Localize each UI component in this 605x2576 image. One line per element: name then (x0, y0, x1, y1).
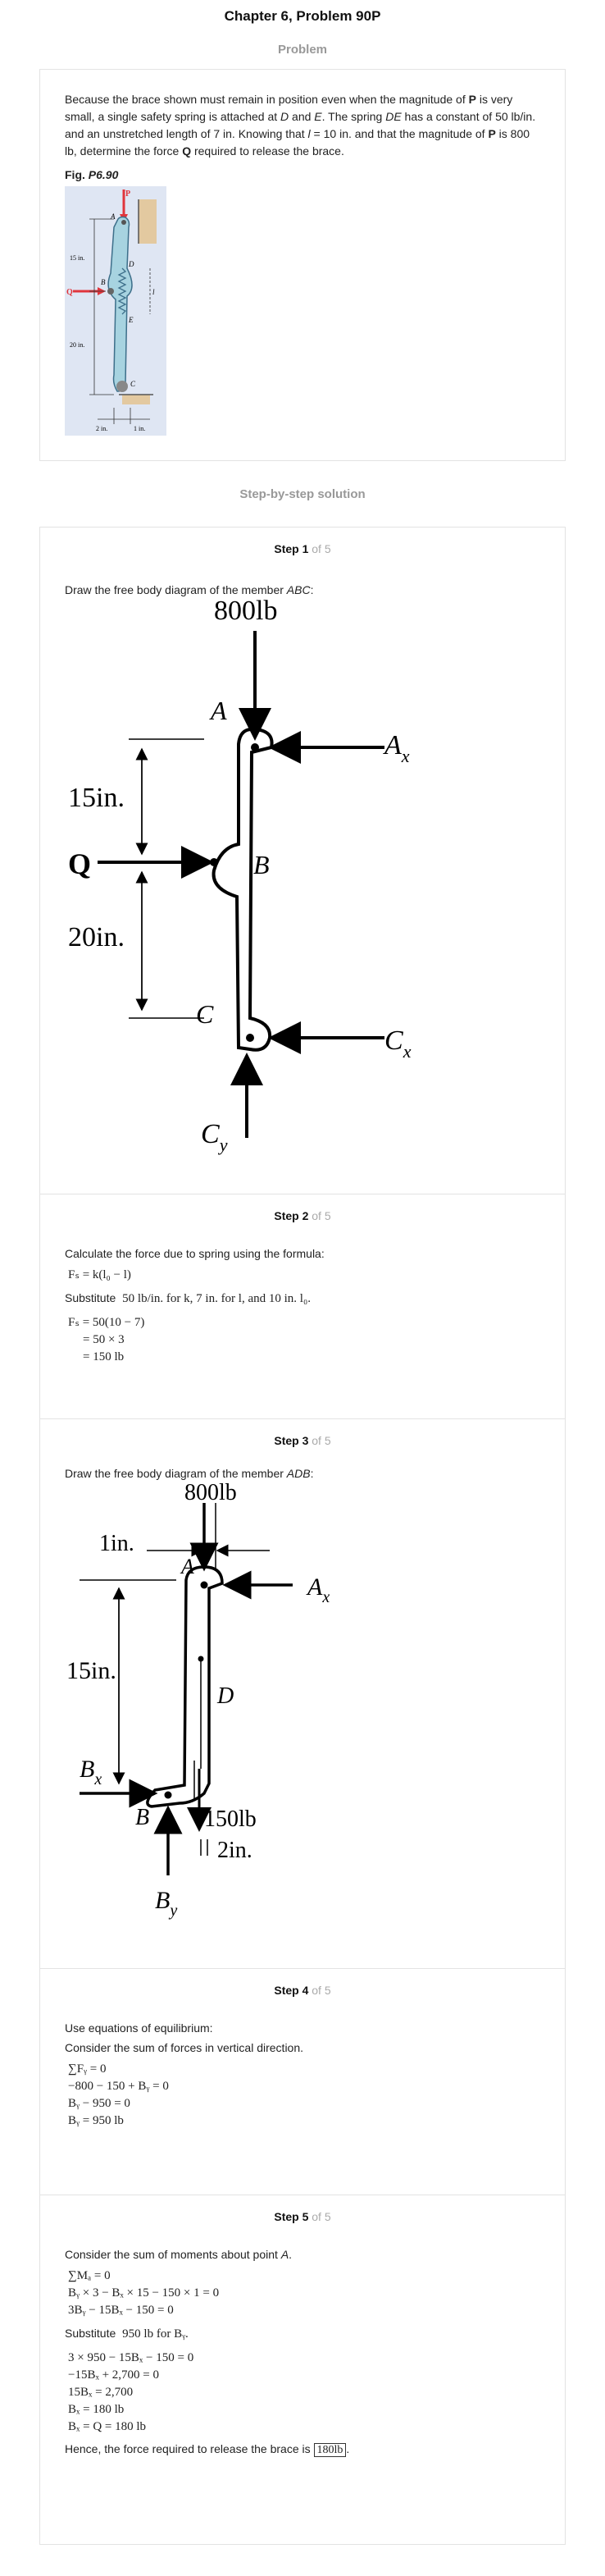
fbd1-label-Cy: $C_y$ (201, 1119, 228, 1155)
step-5-eq4: 3 × 950 − 15Bₓ − 150 = 0 (68, 2351, 194, 2364)
step-5-intro: Consider the sum of moments about point A. (65, 2248, 293, 2261)
page-title: Chapter 6, Problem 90P (224, 8, 381, 24)
fbd1-dim-15: 15in. (68, 783, 125, 813)
fig-dim-15: 15 in. (70, 254, 85, 262)
fbd1-dim-20: 20in. (68, 922, 125, 952)
problem-card (39, 69, 566, 461)
step-5-header: Step 5 of 5 (274, 2210, 331, 2223)
step-3-intro: Draw the free body diagram of the member ADB: (65, 1467, 314, 1480)
figure-caption: Fig. P6.90 (65, 168, 119, 181)
fig-label-P: P (125, 190, 131, 199)
step-4-header: Step 4 of 5 (274, 1984, 331, 1997)
fbd1-label-Ax: $A_x$ (384, 730, 410, 766)
fbd2-label-A: A (181, 1555, 194, 1578)
fig-label-C: C (130, 380, 136, 388)
step-1-intro: Draw the free body diagram of the member ABC: (65, 583, 314, 596)
step-2 (39, 1194, 566, 1419)
step-4-eq4: Bᵧ = 950 lb (68, 2114, 124, 2127)
problem-section-label: Problem (277, 43, 327, 57)
fbd1-label-C: C (196, 999, 214, 1029)
step-5-eq5: −15Bₓ + 2,700 = 0 (68, 2368, 159, 2382)
fbd1-label-Q: Q (68, 847, 92, 880)
final-answer-box: 180lb (314, 2443, 347, 2457)
step-4-intro2: Consider the sum of forces in vertical direction. (65, 2041, 304, 2054)
step-2-formula: Fₛ = k(l₀ − l) (68, 1268, 131, 1281)
fig-label-B: B (101, 278, 106, 286)
step-5-eq3: 3Bᵧ − 15Bₓ − 150 = 0 (68, 2304, 174, 2317)
step-2-header: Step 2 of 5 (274, 1209, 331, 1222)
step-1 (39, 527, 566, 1194)
step-5 (39, 2195, 566, 2545)
fbd2-dim-2: 2in. (217, 1838, 252, 1863)
step-2-eq1: Fₛ = 50(10 − 7) (68, 1316, 145, 1329)
step-4 (39, 1969, 566, 2195)
step-3-header: Step 3 of 5 (274, 1434, 331, 1447)
fig-label-E: E (129, 316, 134, 324)
fbd1-label-A: A (211, 696, 227, 725)
fbd2-label-Ax: $A_x$ (307, 1573, 330, 1606)
problem-figure (65, 186, 166, 436)
step-5-eq7: Bₓ = 180 lb (68, 2403, 125, 2416)
step-5-eq2: Bᵧ × 3 − Bₓ × 15 − 150 × 1 = 0 (68, 2286, 220, 2300)
step-5-eq6: 15Bₓ = 2,700 (68, 2386, 134, 2399)
fig-label-D: D (129, 260, 134, 268)
fig-label-A: A (111, 212, 116, 221)
fig-dim-20: 20 in. (70, 341, 85, 349)
fbd2-force-150: 150lb (204, 1806, 257, 1832)
fbd2-label-By: $B_y$ (155, 1887, 178, 1920)
step-4-eq2: −800 − 150 + Bᵧ = 0 (68, 2080, 169, 2093)
fbd2-dim-15: 15in. (66, 1657, 116, 1684)
fbd1-label-Cx: $C_x$ (384, 1025, 412, 1062)
step-4-intro: Use equations of equilibrium: (65, 2021, 213, 2035)
fbd-abc-diagram (40, 588, 565, 1162)
step-4-eq3: Bᵧ − 950 = 0 (68, 2097, 130, 2110)
step-2-eq2: = 50 × 3 (83, 1333, 125, 1346)
fbd1-label-B: B (253, 850, 270, 879)
fbd1-force-top: 800lb (214, 596, 278, 626)
problem-statement: Because the brace shown must remain in position even when the magnitude of P is very small, a single safety spring is attached at D and E. The spring DE has a constant of 50 lb/in. and an unstretched length of 7 in. Knowing that l = 10 in. and that the magnitude of P is 800 lb, determine the force Q required to release the brace. (65, 93, 536, 158)
step-5-eq8: Bₓ = Q = 180 lb (68, 2420, 147, 2433)
fbd2-dim-1: 1in. (99, 1531, 134, 1556)
solution-section-label: Step-by-step solution (239, 487, 366, 501)
fbd2-force-top: 800lb (184, 1480, 237, 1505)
fig-label-Q: Q (66, 288, 73, 297)
step-2-eq3: = 150 lb (83, 1350, 125, 1363)
fig-dim-2: 2 in. (96, 425, 108, 432)
fig-dim-1: 1 in. (134, 425, 146, 432)
step-5-eq1: ∑Mₐ = 0 (68, 2269, 111, 2282)
fbd2-label-B: B (135, 1805, 150, 1830)
fbd-adb-diagram (40, 1473, 565, 1966)
fbd2-label-D: D (217, 1683, 234, 1709)
step-4-eq1: ∑Fᵧ = 0 (68, 2062, 107, 2076)
problem-figure-svg (65, 186, 166, 436)
step-2-intro: Calculate the force due to spring using the formula: (65, 1247, 325, 1260)
step-3 (39, 1419, 566, 1969)
fbd2-label-Bx: $B_x$ (80, 1756, 102, 1788)
step-1-header: Step 1 of 5 (274, 542, 331, 555)
step-5-final: Hence, the force required to release the brace is 180lb . (65, 2442, 350, 2456)
step-5-substitute: Substitute 950 lb for Bᵧ. (65, 2327, 189, 2341)
fig-label-l: l (152, 288, 155, 296)
step-2-substitute: Substitute 50 lb/in. for k, 7 in. for l, and 10 in. l₀. (65, 1291, 311, 1305)
